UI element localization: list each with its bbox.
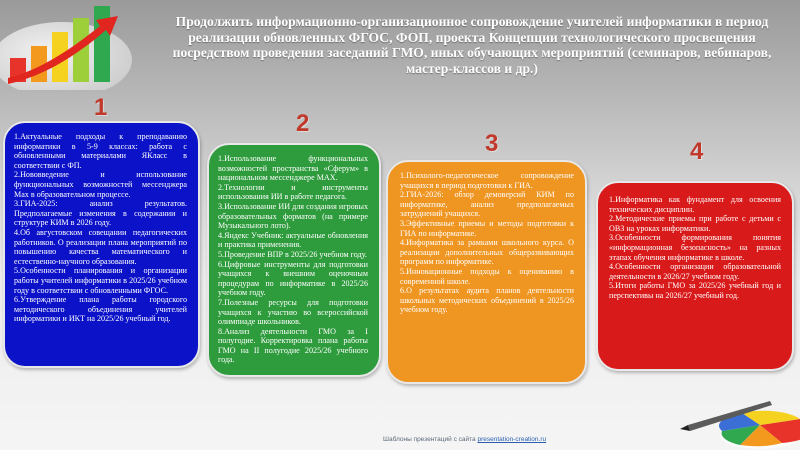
section-number-3: 3 bbox=[485, 130, 499, 157]
card-section-2 bbox=[207, 143, 381, 377]
section-number-2: 2 bbox=[296, 110, 310, 137]
list-item: 4.Об августовском совещании педагогических работников. О реализации плана мероприятий по повышению качества математического и естественно-научного образования. bbox=[14, 227, 187, 266]
list-item: 7.Полезные ресурсы для подготовки учащихся к участию во всероссийской олимпиаде школьников. bbox=[218, 297, 368, 327]
list-item: 4.Информатика за рамками школьного курса. О реализации дополнительных общеразвивающих программ по информатике. bbox=[400, 238, 574, 267]
footer-link[interactable]: presentation-creation.ru bbox=[477, 436, 547, 443]
list-item: 6.О результатах аудита планов деятельности школьных методических объединений в 2025/26 учебном году. bbox=[400, 286, 574, 315]
list-item: 3.Эффективные приемы и методы подготовки к ГИА по информатике. bbox=[400, 218, 574, 238]
list-item: 2.ГИА-2026: обзор демоверсий КИМ по информатике, анализ предполагаемых затруднений учащихся. bbox=[400, 190, 574, 219]
footer-credit bbox=[383, 436, 546, 443]
list-item: 2.Методические приемы при работе с детьми с ОВЗ на уроках информатики. bbox=[609, 214, 781, 233]
list-item: 5.Проведение ВПР в 2025/26 учебном году. bbox=[218, 249, 367, 259]
list-item: 3.Использование ИИ для создания игровых образовательных форматов (на примере Музыкального лото). bbox=[218, 201, 368, 231]
pie-chart-decoration-icon bbox=[650, 375, 800, 450]
list-item: 3.ГИА-2025: анализ результатов. Предполагаемые изменения в содержании и структуре КИМ в 2026 году. bbox=[14, 199, 187, 228]
growth-chart-icon bbox=[0, 0, 150, 90]
card-section-3 bbox=[386, 160, 587, 384]
list-item: 1.Актуальные подходы к преподаванию информатики в 5-9 классах: работа с обновленными материалами ЯКласс в соответствии с ФП. bbox=[14, 132, 187, 170]
bar-green bbox=[94, 6, 110, 82]
list-item: 2.Технологии и инструменты использования ИИ в работе педагога. bbox=[218, 182, 368, 202]
list-item: 6.Цифровые инструменты для подготовки учащихся к внешним оценочным процедурам по информатике в 2025/26 учебном году. bbox=[218, 259, 368, 298]
list-item: 4.Яндекс Учебник: актуальные обновления и практика применения. bbox=[218, 230, 368, 250]
list-item: 5.Инновационные подходы к оцениванию в современной школе. bbox=[400, 266, 574, 286]
list-item: 6.Утверждение плана работы городского методического объединения учителей информатики и ИКТ на 2025/26 учебный год. bbox=[14, 295, 187, 324]
list-item: 3.Особенности формирования понятия «информационная безопасность» на разных этапах обучения информатике в школе. bbox=[609, 233, 781, 262]
slide-title: Продолжить информационно-организационное сопровождение учителей информатики в период реализации обновленных ФГОС, ФОП, проекта Концепции технологического просвещения посредством проведения заседаний ГМО, иных обучающих мероприятий (семинаров, вебинаров, мастер-классов и др.) bbox=[172, 14, 772, 76]
list-item: 1.Использование функциональных возможностей пространства «Сферум» в национальном мессенджере МАХ. bbox=[218, 154, 368, 183]
list-item: 1.Информатика как фундамент для освоения технических дисциплин. bbox=[609, 195, 781, 214]
list-item: 4.Особенности организации образовательной деятельности в 2026/27 учебном году. bbox=[609, 262, 781, 281]
footer-text: Шаблоны презентаций с сайта bbox=[383, 436, 478, 443]
card-section-1 bbox=[3, 121, 200, 368]
section-number-4: 4 bbox=[690, 138, 704, 165]
list-item: 2.Нововведение и использование функциональных возможностей мессенджера Мах в образовательном процессе. bbox=[14, 170, 187, 199]
list-item: 5.Особенности планирования и организации работы учителей информатики в 2025/26 учебном году в соответствии с обновленными ФГОС. bbox=[14, 266, 187, 295]
card-section-4 bbox=[596, 181, 794, 371]
section-number-1: 1 bbox=[94, 94, 108, 121]
list-item: 8.Анализ деятельности ГМО за I полугодие. Корректировка плана работы ГМО на II полугодие 2025/26 учебного года. bbox=[218, 326, 368, 365]
list-item: 5.Итоги работы ГМО за 2025/26 учебный год и перспективы на 2026/27 учебный год. bbox=[609, 281, 781, 300]
list-item: 1.Психолого-педагогическое сопровождение учащихся в период подготовки к ГИА. bbox=[400, 171, 574, 190]
